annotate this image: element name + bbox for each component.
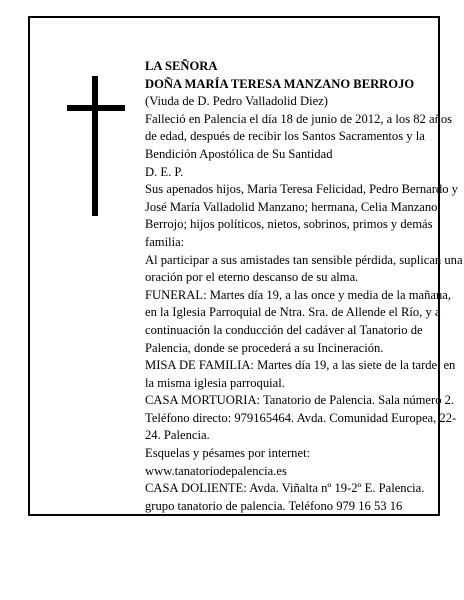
funeral-home-paragraph: CASA MORTUORIA: Tanatorio de Palencia. Sala número 2. Teléfono directo: 979165464. Avda. Comunidad Europea, 22-24. Palencia.: [145, 393, 457, 443]
obituary-notice: [28, 16, 463, 516]
condolences-line: Esquelas y pésames por internet:: [145, 446, 311, 461]
website-link: www.tanatoriodepalencia.es: [145, 463, 287, 478]
mourning-house: CASA DOLIENTE: Avda. Viñalta nº 19-2º E. Palencia.: [145, 481, 425, 496]
rip: D. E. P.: [145, 164, 184, 179]
deceased-name: DOÑA MARÍA TERESA MANZANO BERROJO: [145, 76, 415, 91]
family-mass-paragraph: MISA DE FAMILIA: Martes día 19, a las siete de la tarde, en la misma iglesia parroquial.: [145, 358, 456, 390]
cross-icon-arm: [67, 105, 125, 111]
funeral-paragraph: FUNERAL: Martes día 19, a las once y media de la mañana, en la Iglesia Parroquial de Ntra. Sra. de Allende el Río, y a continuación la conducción del cadáver al Tanatorio de Palencia, donde se procederá a su Incineración.: [145, 287, 452, 355]
widow-of: (Viuda de D. Pedro Valladolid Diez): [145, 94, 328, 109]
heading-line: LA SEÑORA: [145, 59, 218, 73]
death-notice: Falleció en Palencia el día 18 de junio de 2012, a los 82 años de edad, después de recibir los Santos Sacramentos y la Bendición Apostólica de Su Santidad: [145, 111, 453, 161]
prayer-request: Al participar a sus amistades tan sensible pérdida, suplican una oración por el eterno descanso de su alma.: [145, 252, 463, 285]
family-paragraph: Sus apenados hijos, Maria Teresa Felicidad, Pedro Bernardo y José María Valladolid Manzano; hermana, Celia Manzano Berrojo; hijos políticos, nietos, sobrinos, primos y demás familia:: [145, 182, 458, 249]
obituary-text: [145, 58, 463, 515]
footer-line: grupo tanatorio de palencia. Teléfono 979 16 53 16: [145, 498, 403, 513]
cross-icon: [92, 76, 98, 216]
